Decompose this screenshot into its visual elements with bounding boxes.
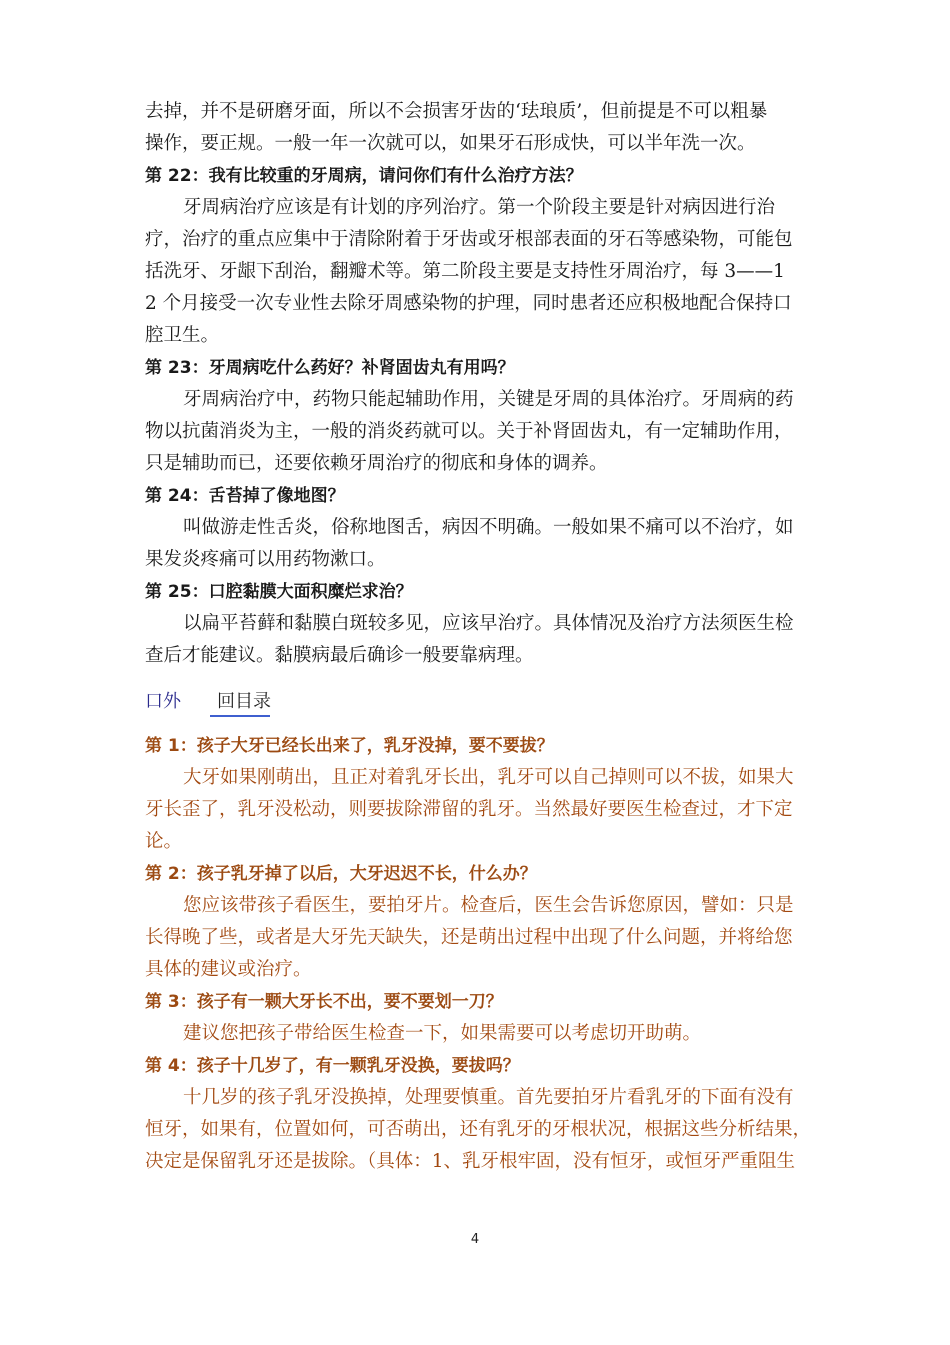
question-kid-3: 第 3：孩子有一颗大牙长不出，要不要划一刀？ — [145, 992, 503, 1012]
section-link-kouwai[interactable]: 口外 — [145, 691, 181, 712]
question-24: 第 24：舌苔掉了像地图？ — [145, 486, 345, 506]
answer-line: 决定是保留乳牙还是拔除。（具体：1、乳牙根牢固，没有恒牙，或恒牙严重阻生 — [145, 1151, 796, 1172]
body-line: 操作，要正规。一般一年一次就可以，如果牙石形成快，可以半年洗一次。 — [145, 133, 756, 154]
answer-line: 查后才能建议。黏膜病最后确诊一般要靠病理。 — [145, 645, 534, 666]
question-kid-2: 第 2：孩子乳牙掉了以后，大牙迟迟不长，什么办？ — [145, 864, 537, 884]
question-kid-4: 第 4：孩子十几岁了，有一颗乳牙没换，要拔吗？ — [145, 1056, 520, 1076]
answer-line: 括洗牙、牙龈下刮治，翻瓣术等。第二阶段主要是支持性牙周治疗，每 3——1 — [145, 261, 785, 282]
answer-line: 长得晚了些，或者是大牙先天缺失，还是萌出过程中出现了什么问题，并将给您 — [145, 927, 793, 948]
answer-line: 叫做游走性舌炎，俗称地图舌，病因不明确。一般如果不痛可以不治疗，如 — [183, 517, 794, 538]
answer-line: 十几岁的孩子乳牙没换掉，处理要慎重。首先要拍牙片看乳牙的下面有没有 — [183, 1087, 794, 1108]
answer-line: 腔卫生。 — [145, 325, 220, 346]
question-25: 第 25：口腔黏膜大面积糜烂求治？ — [145, 582, 413, 602]
answer-line: 牙长歪了，乳牙没松动，则要拔除滞留的乳牙。当然最好要医生检查过，才下定 — [145, 799, 793, 820]
back-to-toc-link[interactable]: 回目录 — [217, 691, 271, 712]
answer-line: 建议您把孩子带给医生检查一下，如果需要可以考虑切开助萌。 — [183, 1023, 702, 1044]
answer-line: 以扁平苔藓和黏膜白斑较多见，应该早治疗。具体情况及治疗方法须医生检 — [183, 613, 794, 634]
question-23: 第 23：牙周病吃什么药好？补肾固齿丸有用吗？ — [145, 358, 515, 378]
answer-line: 您应该带孩子看医生，要拍牙片。检查后，医生会告诉您原因，譬如：只是 — [183, 895, 794, 916]
answer-line: 牙周病治疗应该是有计划的序列治疗。第一个阶段主要是针对病因进行治 — [183, 197, 776, 218]
answer-line: 疗，治疗的重点应集中于清除附着于牙齿或牙根部表面的牙石等感染物，可能包 — [145, 229, 793, 250]
section-nav — [145, 684, 817, 730]
answer-line: 果发炎疼痛可以用药物漱口。 — [145, 549, 386, 570]
answer-line: 大牙如果刚萌出，且正对着乳牙长出，乳牙可以自己掉则可以不拔，如果大 — [183, 767, 794, 788]
document-page — [145, 96, 817, 1178]
question-kid-1: 第 1：孩子大牙已经长出来了，乳牙没掉，要不要拔？ — [145, 736, 554, 756]
body-line: 去掉，并不是研磨牙面，所以不会损害牙齿的‘珐琅质’，但前提是不可以粗暴 — [145, 101, 768, 122]
answer-line: 恒牙，如果有，位置如何，可否萌出，还有乳牙的牙根状况，根据这些分析结果， — [145, 1119, 812, 1140]
answer-line: 只是辅助而已，还要依赖牙周治疗的彻底和身体的调养。 — [145, 453, 608, 474]
answer-line: 具体的建议或治疗。 — [145, 959, 312, 980]
answer-line: 论。 — [145, 831, 183, 852]
answer-line: 牙周病治疗中，药物只能起辅助作用，关键是牙周的具体治疗。牙周病的药 — [183, 389, 794, 410]
page-number: 4 — [470, 1232, 480, 1247]
answer-line: 物以抗菌消炎为主，一般的消炎药就可以。关于补肾固齿丸，有一定辅助作用， — [145, 421, 793, 442]
question-22: 第 22：我有比较重的牙周病，请问你们有什么治疗方法？ — [145, 166, 583, 186]
answer-line: 2 个月接受一次专业性去除牙周感染物的护理，同时患者还应积极地配合保持口 — [145, 293, 792, 314]
link-underline — [210, 715, 270, 717]
